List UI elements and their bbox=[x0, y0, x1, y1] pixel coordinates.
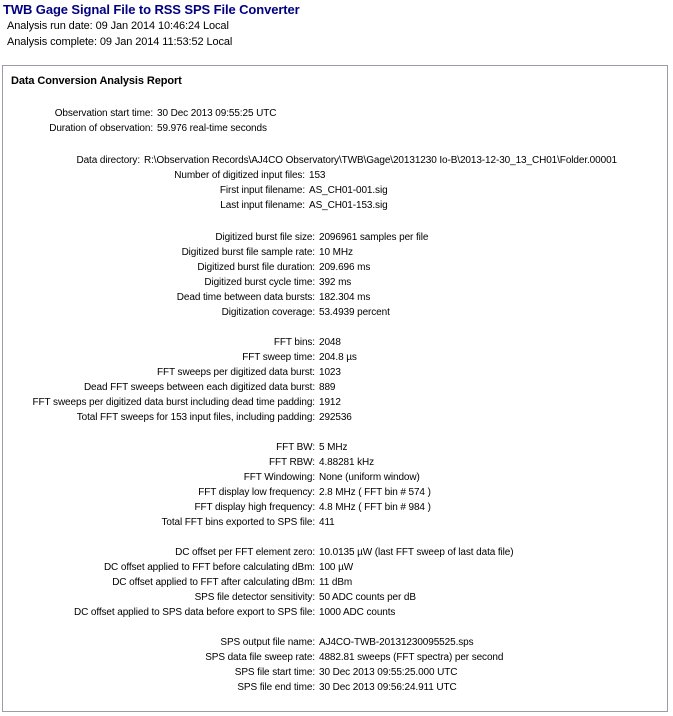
report-body bbox=[3, 106, 667, 695]
field-value: AS_CH01-153.sig bbox=[309, 200, 388, 211]
field-value: 10 MHz bbox=[319, 247, 353, 258]
field-value: 50 ADC counts per dB bbox=[319, 592, 416, 603]
field-label: Observation start time: bbox=[54, 108, 153, 119]
field-label: Total FFT sweeps for 153 input files, including padding: bbox=[76, 412, 315, 423]
field-label: DC offset applied to FFT before calculating dBm: bbox=[103, 562, 315, 573]
field-label: Data directory: bbox=[76, 155, 140, 166]
report-row bbox=[9, 380, 665, 395]
field-label: First input filename: bbox=[219, 185, 305, 196]
report-row bbox=[9, 590, 665, 605]
report-row bbox=[9, 230, 665, 245]
app-header bbox=[0, 0, 673, 50]
field-value: 1912 bbox=[319, 397, 341, 408]
report-row bbox=[9, 485, 665, 500]
field-value: 204.8 µs bbox=[319, 352, 357, 363]
field-label: Last input filename: bbox=[220, 200, 305, 211]
report-row bbox=[9, 290, 665, 305]
field-label: Total FFT bins exported to SPS file: bbox=[161, 517, 315, 528]
field-label: SPS file end time: bbox=[237, 682, 315, 693]
report-row bbox=[9, 121, 665, 136]
report-row bbox=[9, 260, 665, 275]
report-row bbox=[9, 515, 665, 530]
field-label: SPS file detector sensitivity: bbox=[194, 592, 315, 603]
field-value: 209.696 ms bbox=[319, 262, 371, 273]
analysis-run-date-line bbox=[7, 18, 673, 34]
report-row bbox=[9, 605, 665, 620]
field-value: 30 Dec 2013 09:55:25.000 UTC bbox=[319, 667, 458, 678]
field-value: 4882.81 sweeps (FFT spectra) per second bbox=[319, 652, 504, 663]
field-value: 5 MHz bbox=[319, 442, 348, 453]
report-title: Data Conversion Analysis Report bbox=[11, 75, 182, 87]
report-row bbox=[9, 198, 665, 213]
section-input-files bbox=[9, 153, 665, 213]
report-row bbox=[9, 650, 665, 665]
field-label: FFT RBW: bbox=[268, 457, 315, 468]
field-label: FFT BW: bbox=[276, 442, 315, 453]
field-label: FFT Windowing: bbox=[243, 472, 315, 483]
report-row bbox=[9, 440, 665, 455]
report-groupbox bbox=[2, 65, 668, 712]
field-value: 11 dBm bbox=[319, 577, 353, 588]
field-value: 1000 ADC counts bbox=[319, 607, 396, 618]
field-value: 292536 bbox=[319, 412, 352, 423]
section-observation bbox=[9, 106, 665, 136]
section-dc-offset bbox=[9, 545, 665, 620]
report-row bbox=[9, 560, 665, 575]
analysis-run-date-value: 09 Jan 2014 10:46:24 Local bbox=[95, 20, 229, 32]
page-title: TWB Gage Signal File to RSS SPS File Converter bbox=[3, 2, 300, 17]
field-value: R:\Observation Records\AJ4CO Observatory\TWB\Gage\20131230 Io-B\2013-12-30_13_CH01\Folder.00001 bbox=[144, 155, 617, 166]
field-label: FFT sweeps per digitized data burst including dead time padding: bbox=[32, 397, 315, 408]
field-label: Digitization coverage: bbox=[221, 307, 315, 318]
field-label: FFT display high frequency: bbox=[194, 502, 315, 513]
section-digitized-burst bbox=[9, 230, 665, 320]
report-row bbox=[9, 305, 665, 320]
field-value: 2.8 MHz ( FFT bin # 574 ) bbox=[319, 487, 431, 498]
field-value: 392 ms bbox=[319, 277, 352, 288]
field-label: DC offset per FFT element zero: bbox=[175, 547, 315, 558]
field-value: 153 bbox=[309, 170, 326, 181]
report-row bbox=[9, 545, 665, 560]
report-row bbox=[9, 183, 665, 198]
field-value: 889 bbox=[319, 382, 336, 393]
field-label: Number of digitized input files: bbox=[174, 170, 305, 181]
field-value: 53.4939 percent bbox=[319, 307, 390, 318]
section-fft-sweeps bbox=[9, 335, 665, 425]
field-label: FFT sweeps per digitized data burst: bbox=[157, 367, 315, 378]
report-row bbox=[9, 106, 665, 121]
field-value: AS_CH01-001.sig bbox=[309, 185, 388, 196]
field-value: 30 Dec 2013 09:56:24.911 UTC bbox=[319, 682, 457, 693]
field-label: Digitized burst file size: bbox=[215, 232, 315, 243]
field-value: None (uniform window) bbox=[319, 472, 420, 483]
report-row bbox=[9, 335, 665, 350]
field-value: 30 Dec 2013 09:55:25 UTC bbox=[157, 108, 277, 119]
field-label: Dead FFT sweeps between each digitized data burst: bbox=[83, 382, 315, 393]
analysis-run-date-label: Analysis run date: bbox=[7, 20, 93, 32]
analysis-complete-line bbox=[7, 34, 673, 50]
field-label: FFT sweep time: bbox=[242, 352, 315, 363]
field-label: SPS output file name: bbox=[220, 637, 315, 648]
report-row bbox=[9, 665, 665, 680]
report-row bbox=[9, 500, 665, 515]
field-value: 100 µW bbox=[319, 562, 354, 573]
report-row bbox=[9, 153, 665, 168]
report-row bbox=[9, 410, 665, 425]
field-value: 2048 bbox=[319, 337, 341, 348]
field-value: 2096961 samples per file bbox=[319, 232, 429, 243]
report-row bbox=[9, 275, 665, 290]
report-row bbox=[9, 365, 665, 380]
field-label: Dead time between data bursts: bbox=[176, 292, 315, 303]
field-label: SPS file start time: bbox=[234, 667, 315, 678]
field-value: 411 bbox=[319, 517, 335, 528]
field-value: AJ4CO-TWB-20131230095525.sps bbox=[319, 637, 474, 648]
field-label: Digitized burst file duration: bbox=[197, 262, 315, 273]
field-label: FFT display low frequency: bbox=[198, 487, 315, 498]
field-label: FFT bins: bbox=[273, 337, 315, 348]
field-value: 1023 bbox=[319, 367, 341, 378]
report-row bbox=[9, 680, 665, 695]
report-row bbox=[9, 245, 665, 260]
field-label: DC offset applied to SPS data before export to SPS file: bbox=[73, 607, 315, 618]
report-row bbox=[9, 575, 665, 590]
report-row bbox=[9, 168, 665, 183]
field-label: Digitized burst file sample rate: bbox=[181, 247, 315, 258]
analysis-complete-value: 09 Jan 2014 11:53:52 Local bbox=[99, 36, 233, 48]
field-value: 59.976 real-time seconds bbox=[157, 123, 267, 134]
report-row bbox=[9, 470, 665, 485]
section-fft-display bbox=[9, 440, 665, 530]
report-row bbox=[9, 455, 665, 470]
report-row bbox=[9, 635, 665, 650]
analysis-complete-label: Analysis complete: bbox=[7, 36, 97, 48]
field-value: 182.304 ms bbox=[319, 292, 371, 303]
report-row bbox=[9, 395, 665, 410]
section-sps-output bbox=[9, 635, 665, 695]
field-label: SPS data file sweep rate: bbox=[205, 652, 315, 663]
field-label: Digitized burst cycle time: bbox=[204, 277, 315, 288]
report-row bbox=[9, 350, 665, 365]
field-label: Duration of observation: bbox=[49, 123, 153, 134]
field-value: 4.88281 kHz bbox=[319, 457, 375, 468]
field-value: 4.8 MHz ( FFT bin # 984 ) bbox=[319, 502, 431, 513]
field-label: DC offset applied to FFT after calculating dBm: bbox=[112, 577, 315, 588]
field-value: 10.0135 µW (last FFT sweep of last data file) bbox=[319, 547, 514, 558]
